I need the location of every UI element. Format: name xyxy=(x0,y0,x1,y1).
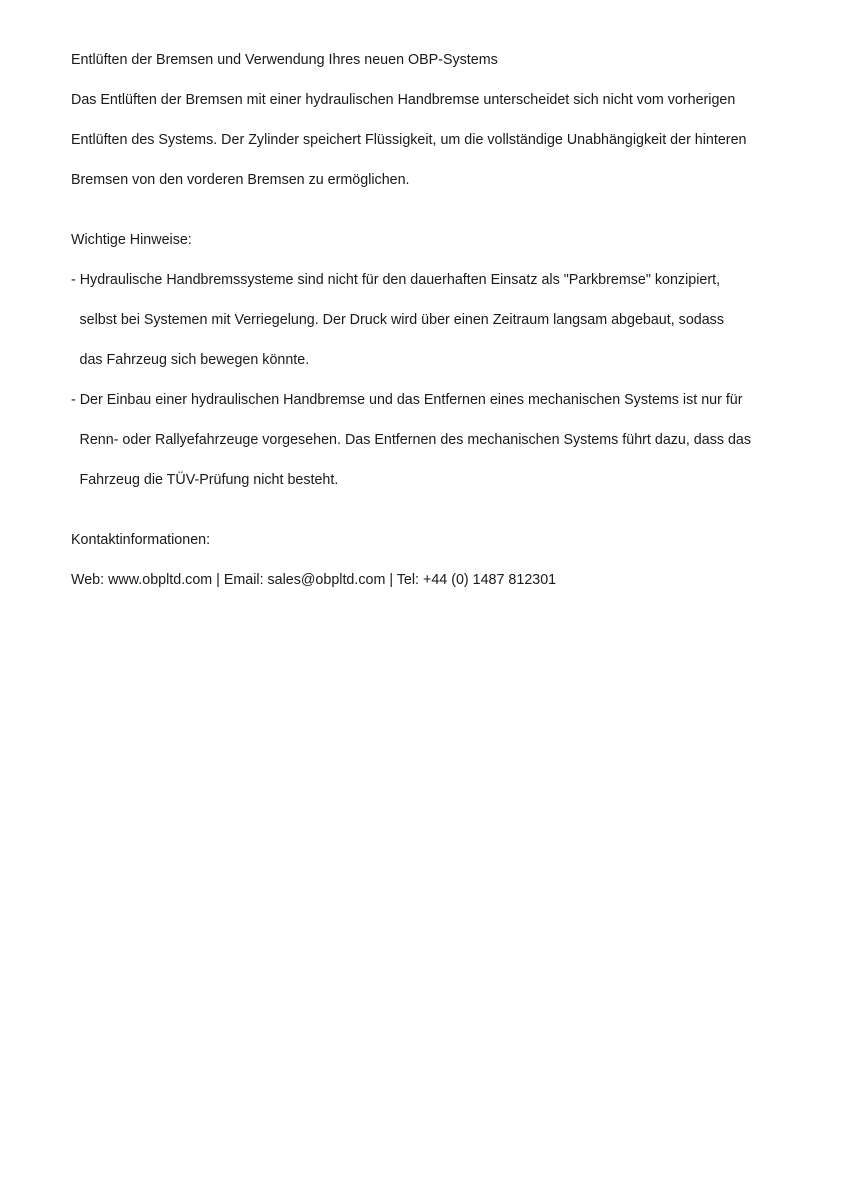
intro-paragraph xyxy=(71,80,808,200)
text-line: Das Entlüften der Bremsen mit einer hydraulischen Handbremse unterscheidet sich nicht vom vorherigen xyxy=(71,92,736,108)
text-line: das Fahrzeug sich bewegen könnte. xyxy=(79,352,310,368)
text-line: - Hydraulische Handbremssysteme sind nicht für den dauerhaften Einsatz als "Parkbremse" konzipiert, xyxy=(71,272,721,288)
text-line: Bremsen von den vorderen Bremsen zu ermöglichen. xyxy=(71,172,410,188)
note-item xyxy=(71,380,808,500)
document-page xyxy=(71,40,808,600)
text-line: Entlüften des Systems. Der Zylinder speichert Flüssigkeit, um die vollständige Unabhängigkeit der hinteren xyxy=(71,132,747,148)
doc-title: Entlüften der Bremsen und Verwendung Ihres neuen OBP-Systems xyxy=(71,52,498,68)
contact-heading: Kontaktinformationen: xyxy=(71,532,211,548)
notes-heading: Wichtige Hinweise: xyxy=(71,232,192,248)
text-line: selbst bei Systemen mit Verriegelung. Der Druck wird über einen Zeitraum langsam abgebaut, sodass xyxy=(79,312,724,328)
note-item xyxy=(71,260,808,380)
text-line: Renn- oder Rallyefahrzeuge vorgesehen. Das Entfernen des mechanischen Systems führt dazu, dass das xyxy=(79,432,752,448)
text-line: - Der Einbau einer hydraulischen Handbremse und das Entfernen eines mechanischen Systems ist nur für xyxy=(71,392,743,408)
contact-line: Web: www.obpltd.com | Email: sales@obpltd.com | Tel: +44 (0) 1487 812301 xyxy=(71,572,557,588)
text-line: Fahrzeug die TÜV-Prüfung nicht besteht. xyxy=(79,472,339,488)
